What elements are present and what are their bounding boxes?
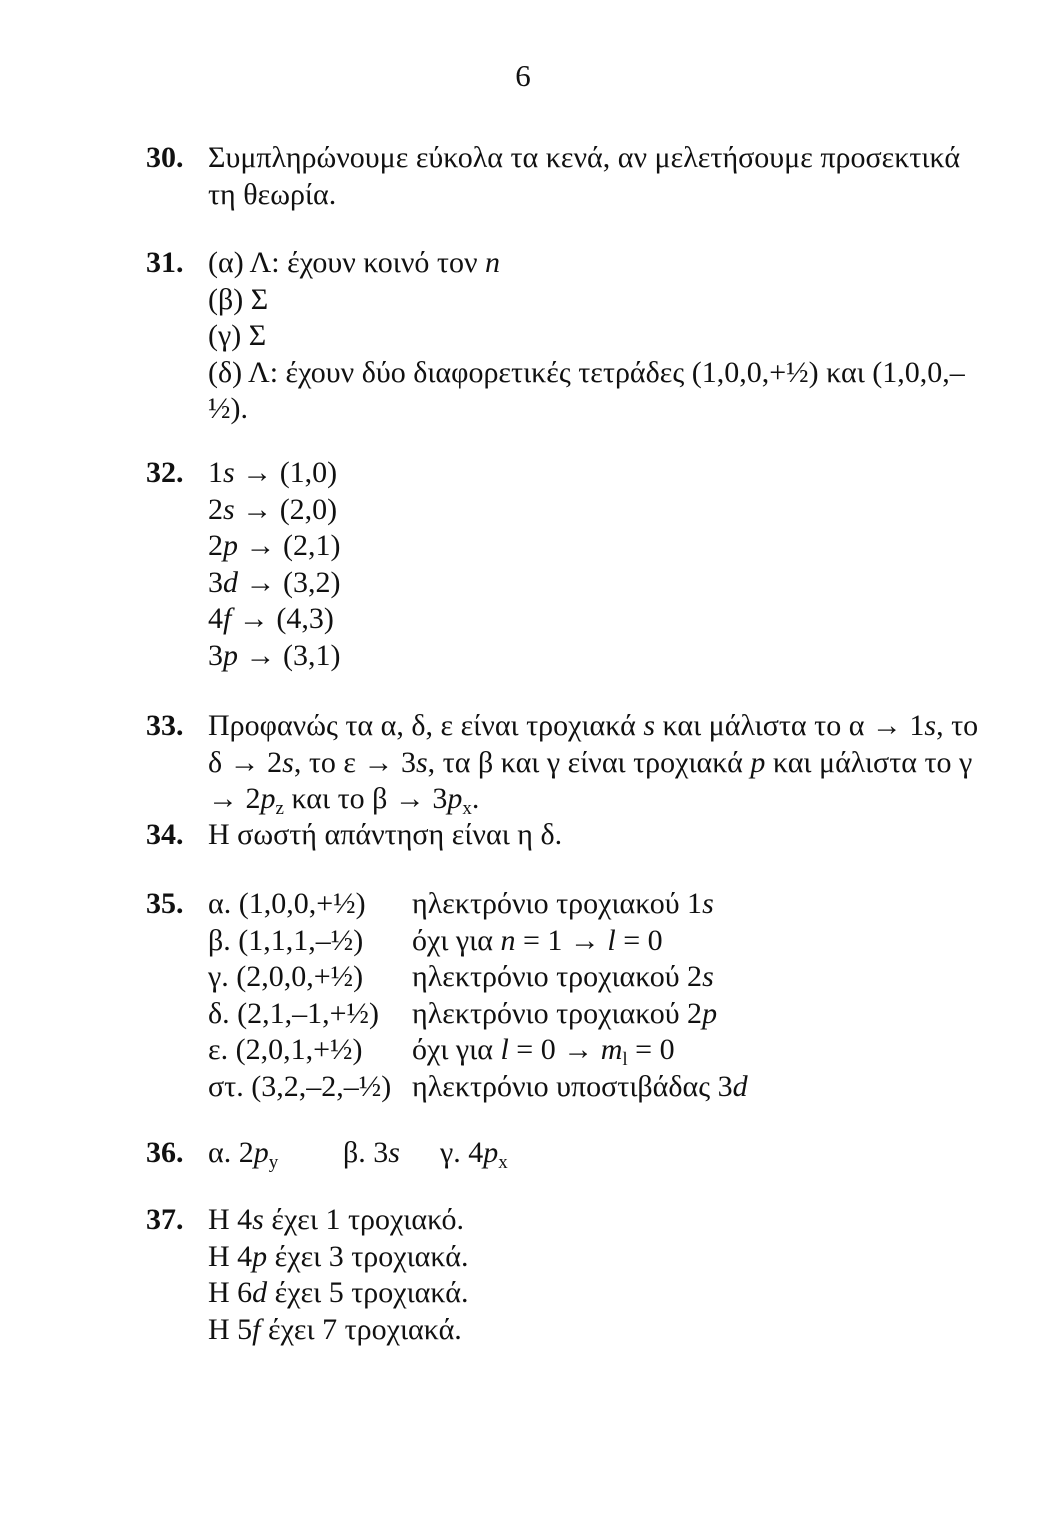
orbital-list: [208, 455, 998, 674]
text-fragment: , το: [936, 709, 979, 742]
option-d-continued: ½).: [208, 392, 248, 425]
option-b: [343, 1135, 440, 1172]
text-fragment: και το β → 3: [283, 782, 448, 815]
variable: s: [252, 1203, 264, 1236]
text-fragment: ηλεκτρόνιο υποστιβάδας 3: [412, 1069, 733, 1103]
text-fragment: έχει 5 τροχιακά.: [267, 1276, 469, 1309]
variable: p: [447, 782, 463, 815]
answer-number: 35.: [146, 887, 184, 920]
text-fragment: δ → 2: [208, 745, 283, 779]
answer-number: 37.: [146, 1203, 184, 1236]
text-line: [208, 708, 998, 745]
answer-body: [208, 140, 998, 213]
text-fragment: ηλεκτρόνιο τροχιακού 2: [412, 960, 703, 993]
answer-body: [208, 817, 998, 854]
orbital-row: [208, 565, 998, 602]
text-line: τη θεωρία.: [208, 177, 337, 211]
orbital-letter: p: [223, 529, 238, 562]
variable: d: [252, 1276, 268, 1309]
subscript: z: [275, 798, 284, 819]
text-fragment: Η 5: [208, 1312, 253, 1346]
answer-number: 32.: [146, 456, 184, 489]
options-line: [208, 1135, 998, 1172]
text-fragment: Προφανώς τα α, δ, ε είναι τροχιακά: [208, 709, 644, 742]
quantum-numbers: γ. (2,0,0,+½): [208, 960, 364, 993]
orbital-numbers: → (3,2): [238, 565, 341, 599]
orbital-letter: p: [223, 638, 238, 672]
text-line: Η σωστή απάντηση είναι η δ.: [208, 818, 563, 851]
table-row: [208, 959, 998, 996]
option-label: β. 3: [343, 1136, 389, 1169]
variable: p: [260, 782, 276, 815]
orbital-numbers: → (4,3): [231, 602, 334, 635]
explanation: [412, 1032, 675, 1069]
subscript: y: [268, 1152, 279, 1173]
orbital-n: 3: [208, 638, 223, 672]
text-fragment: = 0 →: [508, 1033, 601, 1066]
text-line: [208, 745, 998, 782]
explanation: [412, 959, 714, 996]
option-label: α. 2: [208, 1136, 254, 1169]
orbital-letter: s: [223, 456, 235, 489]
quantum-numbers: α. (1,0,0,+½): [208, 887, 366, 920]
answer-body: [208, 708, 998, 818]
answer-number: 36.: [146, 1136, 184, 1169]
text-fragment: όχι για: [412, 1033, 501, 1066]
variable: s: [415, 745, 428, 779]
orbital-numbers: → (1,0): [234, 456, 338, 489]
page-number: 6: [515, 58, 531, 93]
answer-body: [208, 245, 998, 428]
variable: s: [702, 887, 714, 920]
variable: s: [924, 709, 937, 742]
quantum-numbers: στ. (3,2,–2,–½): [208, 1069, 392, 1103]
variable: p: [483, 1136, 499, 1169]
text-fragment: ηλεκτρόνιο τροχιακού 2: [412, 996, 703, 1030]
orbital-numbers: → (2,1): [238, 529, 341, 562]
orbital-letter: f: [223, 602, 232, 635]
subscript: x: [462, 798, 472, 819]
variable: n: [485, 246, 501, 279]
explanation: [412, 923, 663, 960]
variable: p: [253, 1136, 269, 1169]
orbital-row: [208, 528, 998, 565]
orbital-letter: s: [223, 492, 235, 526]
text-fragment: όχι για: [412, 923, 501, 957]
explanation: [412, 996, 717, 1033]
text-fragment: , το ε → 3: [293, 745, 416, 779]
answer-number: 34.: [146, 818, 184, 851]
variable: p: [750, 745, 766, 779]
text-line: [208, 1312, 998, 1349]
text-line: [208, 1239, 998, 1276]
orbital-n: 1: [208, 456, 223, 489]
text-fragment: ηλεκτρόνιο τροχιακού 1: [412, 887, 703, 920]
text-line: [208, 1275, 998, 1312]
variable: d: [732, 1069, 748, 1103]
orbital-row: [208, 601, 998, 638]
orbital-row: [208, 455, 998, 492]
text-fragment: = 1 →: [515, 923, 608, 957]
option-label: γ. 4: [440, 1136, 484, 1169]
variable: f: [252, 1312, 261, 1346]
variable: s: [282, 745, 294, 779]
variable: p: [252, 1239, 268, 1273]
text-fragment: , τα β και γ είναι τροχιακά: [427, 745, 751, 779]
variable: m: [600, 1033, 623, 1066]
option-d: (δ) Λ: έχουν δύο διαφορετικές τετράδες (1,0,0,+½) και (1,0,0,–: [208, 355, 965, 389]
text-fragment: έχει 7 τροχιακά.: [260, 1312, 462, 1346]
variable: l: [500, 1033, 509, 1066]
answer-body: [208, 1135, 998, 1172]
variable: s: [643, 709, 655, 742]
orbital-n: 4: [208, 602, 223, 635]
option-c: [440, 1135, 508, 1182]
explanation: [412, 886, 714, 923]
explanation: [412, 1069, 748, 1106]
orbital-numbers: → (3,1): [238, 638, 341, 672]
orbital-letter: d: [223, 565, 238, 599]
option-a: [208, 1135, 343, 1182]
quantum-numbers: β. (1,1,1,–½): [208, 923, 364, 957]
table-row: [208, 1032, 998, 1069]
variable: s: [388, 1136, 400, 1169]
quantum-number-table: [208, 886, 998, 1105]
orbital-numbers: → (2,0): [234, 492, 338, 526]
table-row: [208, 996, 998, 1033]
text-fragment: = 0: [615, 923, 663, 957]
orbital-row: [208, 638, 998, 675]
table-row: [208, 886, 998, 923]
quantum-numbers: δ. (2,1,–1,+½): [208, 996, 380, 1030]
orbital-n: 2: [208, 492, 223, 526]
variable: l: [607, 923, 616, 957]
option-text: (α) Λ: έχουν κοινό τον: [208, 246, 486, 279]
text-fragment: Η 6: [208, 1276, 253, 1309]
answer-number: 33.: [146, 709, 184, 742]
text-fragment: = 0: [627, 1033, 675, 1066]
table-row: [208, 1069, 998, 1106]
text-fragment: → 2: [208, 782, 261, 815]
subscript: x: [498, 1152, 508, 1173]
text-line: Συμπληρώνουμε εύκολα τα κενά, αν μελετήσουμε προσεκτικά: [208, 141, 961, 174]
text-fragment: έχει 3 τροχιακά.: [267, 1239, 469, 1273]
text-line: [208, 1202, 998, 1239]
answer-number: 31.: [146, 246, 184, 279]
orbital-row: [208, 492, 998, 529]
text-fragment: Η 4: [208, 1239, 253, 1273]
text-fragment: και μάλιστα το γ: [765, 745, 973, 779]
answer-number: 30.: [146, 141, 184, 174]
variable: s: [702, 960, 714, 993]
text-line: [208, 781, 998, 818]
subscript: l: [622, 1049, 628, 1070]
variable: p: [702, 996, 718, 1030]
orbital-n: 3: [208, 565, 223, 599]
answer-body: [208, 1202, 998, 1348]
text-fragment: Η 4: [208, 1203, 253, 1236]
table-row: [208, 923, 998, 960]
quantum-numbers: ε. (2,0,1,+½): [208, 1033, 363, 1066]
option-a: [208, 245, 998, 282]
text-fragment: .: [471, 782, 480, 815]
variable: n: [500, 923, 516, 957]
option-c: (γ) Σ: [208, 319, 267, 352]
orbital-n: 2: [208, 529, 223, 562]
text-fragment: έχει 1 τροχιακό.: [263, 1203, 465, 1236]
option-b: (β) Σ: [208, 282, 269, 316]
text-fragment: και μάλιστα το α → 1: [655, 709, 925, 742]
